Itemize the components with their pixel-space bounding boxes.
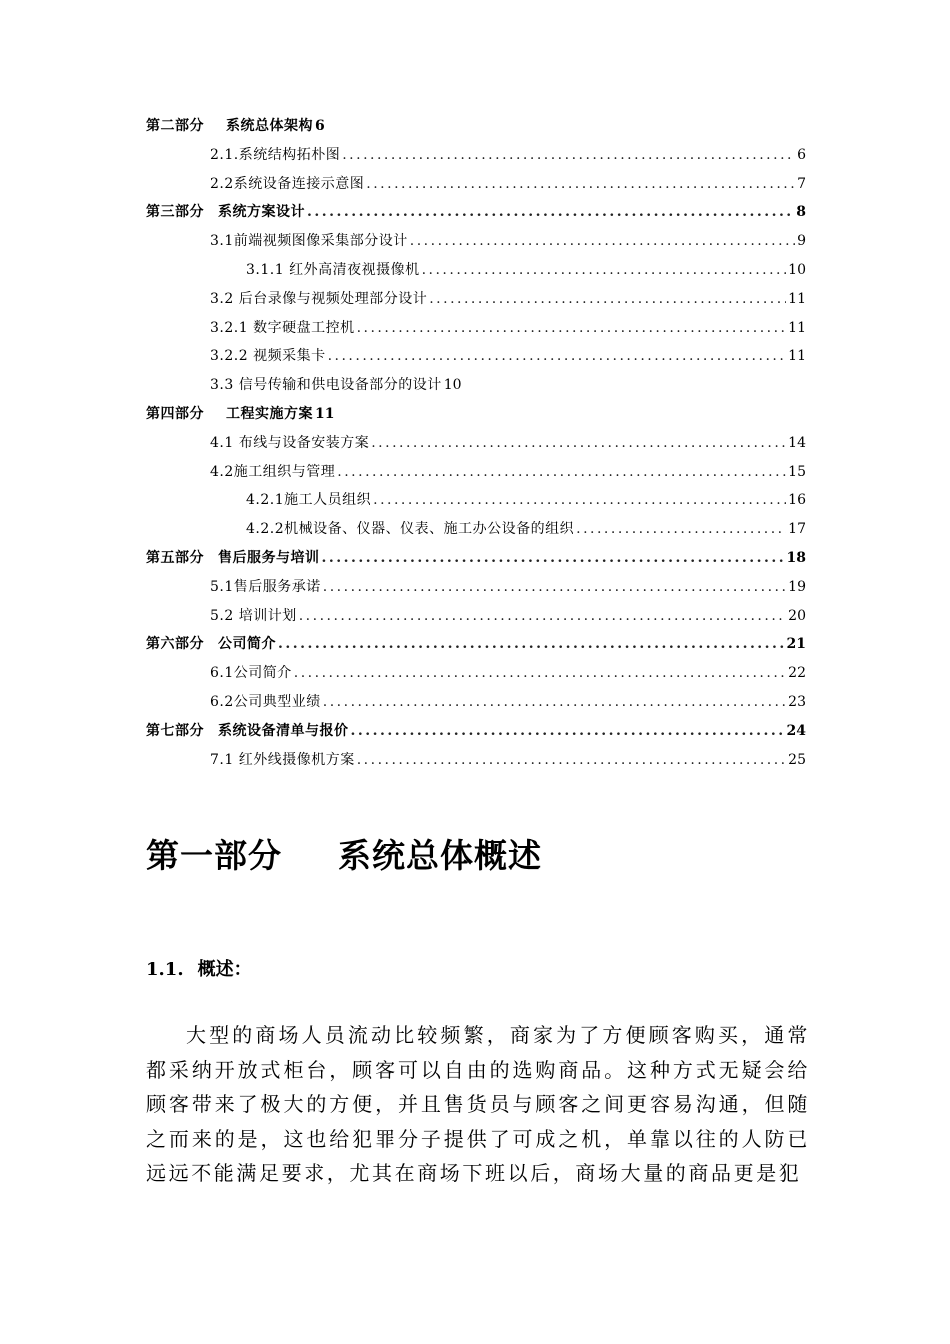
toc-entry-label: 3.2 后台录像与视频处理部分设计 (210, 290, 428, 307)
toc-page-number: 22 (788, 665, 806, 682)
toc-entry-label: 6.1公司简介 (210, 665, 292, 682)
toc-entry-subtitle: 公司简介 (218, 636, 276, 653)
toc-leader-dots (371, 429, 786, 458)
toc-entry-subtitle: 系统总体架构 (226, 118, 313, 134)
toc-entry[interactable] (146, 227, 806, 256)
toc-entry-label: 4.2施工组织与管理 (210, 463, 336, 480)
toc-entry-title (210, 602, 297, 631)
toc-entry-title (210, 458, 335, 487)
toc-entry-title (146, 630, 276, 659)
toc-entry-label: 第四部分 (146, 405, 204, 422)
toc-leader-dots (294, 659, 786, 688)
toc-entry-label: 第三部分 (146, 204, 204, 221)
toc-entry-title (210, 746, 355, 775)
toc-entry[interactable] (146, 515, 806, 544)
toc-entry-label: 4.2.2机械设备、仪器、仪表、施工办公设备的组织 (246, 521, 575, 538)
toc-page-number: 6 (797, 146, 806, 163)
toc-entry-label: 7.1 红外线摄像机方案 (210, 751, 355, 768)
toc-entry-label: 5.1售后服务承诺 (210, 578, 321, 595)
toc-entry[interactable] (146, 486, 806, 515)
toc-leader-dots (307, 198, 794, 227)
toc-page-number: 6 (315, 118, 325, 134)
toc-entry[interactable] (146, 400, 806, 429)
toc-entry-label: 3.1.1 红外高清夜视摄像机 (246, 261, 420, 278)
toc-entry-title (210, 227, 408, 256)
toc-page-number: 16 (788, 492, 806, 509)
toc-entry[interactable] (146, 371, 806, 400)
toc-entry-title (246, 256, 420, 285)
toc-leader-dots (278, 630, 785, 659)
toc-entry-label: 3.2.2 视频采集卡 (210, 348, 326, 365)
toc-entry-title (210, 688, 321, 717)
toc-entry-title (210, 314, 355, 343)
toc-entry-subtitle: 系统设备清单与报价 (218, 722, 349, 739)
toc-leader-dots (366, 170, 795, 199)
toc-leader-dots (337, 458, 786, 487)
toc-entry[interactable] (146, 688, 806, 717)
toc-leader-dots (328, 342, 787, 371)
toc-entry-subtitle: 工程实施方案 (226, 405, 313, 422)
toc-entry[interactable] (146, 285, 806, 314)
toc-page-number: 11 (788, 319, 806, 336)
toc-entry-label: 2.2系统设备连接示意图 (210, 175, 365, 192)
toc-entry[interactable] (146, 746, 806, 775)
toc-entry-title (210, 429, 369, 458)
toc-entry-title (246, 515, 574, 544)
toc-leader-dots (342, 141, 795, 170)
toc-entry-label: 第五部分 (146, 549, 204, 566)
toc-entry-label: 4.1 布线与设备安装方案 (210, 434, 370, 451)
toc-page-number: 19 (788, 578, 806, 595)
toc-entry-label: 第二部分 (146, 118, 204, 134)
toc-entry[interactable] (146, 458, 806, 487)
toc-page-number: 25 (788, 751, 806, 768)
toc-leader-dots (357, 746, 786, 775)
section-heading (146, 955, 252, 981)
toc-entry-title (210, 285, 427, 314)
toc-page-number: 20 (788, 607, 806, 624)
toc-leader-dots (299, 602, 786, 631)
toc-leader-dots (429, 285, 786, 314)
toc-entry-label: 6.2公司典型业绩 (210, 693, 321, 710)
toc-entry-title (210, 141, 340, 170)
toc-page-number: 14 (788, 434, 806, 451)
toc-entry-label: 第七部分 (146, 722, 204, 739)
toc-page-number: 8 (796, 204, 806, 221)
toc-entry-label: 5.2 培训计划 (210, 607, 297, 624)
toc-entry-label: 第六部分 (146, 636, 204, 653)
toc-page-number: 11 (788, 348, 806, 365)
toc-entry-label: 2.1.系统结构拓朴图 (210, 146, 341, 163)
table-of-contents (146, 112, 806, 774)
toc-leader-dots (422, 256, 787, 285)
toc-leader-dots (351, 717, 785, 746)
toc-entry-title (210, 342, 326, 371)
toc-page-number: 15 (788, 463, 806, 480)
toc-leader-dots (576, 515, 786, 544)
toc-leader-dots (410, 227, 795, 256)
toc-entry-title (210, 573, 321, 602)
toc-page-number: 7 (797, 175, 806, 192)
toc-entry[interactable] (146, 717, 806, 746)
toc-entry-label: 3.1前端视频图像采集部分设计 (210, 233, 408, 250)
section-number: 1.1. (146, 959, 184, 980)
toc-entry-subtitle: 售后服务与培训 (218, 549, 320, 566)
toc-entry-title (210, 659, 292, 688)
toc-leader-dots (323, 688, 786, 717)
toc-entry[interactable] (146, 429, 806, 458)
toc-entry[interactable] (146, 112, 806, 141)
toc-entry[interactable] (146, 573, 806, 602)
toc-entry-title (210, 371, 442, 400)
toc-entry[interactable] (146, 141, 806, 170)
toc-entry[interactable] (146, 198, 806, 227)
toc-entry-title (146, 717, 349, 746)
toc-page-number: 17 (788, 521, 806, 538)
toc-entry-title (146, 400, 313, 429)
toc-entry[interactable] (146, 544, 806, 573)
section-title: 概述： (197, 959, 252, 980)
toc-entry[interactable] (146, 170, 806, 199)
toc-entry-title (246, 486, 371, 515)
toc-page-number: 23 (788, 693, 806, 710)
toc-page-number: 24 (786, 722, 806, 739)
toc-page-number: 11 (788, 290, 806, 307)
toc-page-number: 21 (786, 636, 806, 653)
toc-page-number: 10 (443, 377, 462, 394)
toc-entry[interactable] (146, 630, 806, 659)
toc-entry-title (146, 198, 305, 227)
toc-page-number: 18 (786, 549, 806, 566)
toc-entry-label: 3.3 信号传输和供电设备部分的设计 (210, 377, 442, 394)
toc-entry-subtitle: 系统方案设计 (218, 204, 305, 221)
toc-page-number: 9 (797, 233, 806, 250)
toc-leader-dots (322, 544, 785, 573)
toc-leader-dots (357, 314, 787, 343)
chapter-number: 第一部分 (146, 836, 282, 875)
toc-entry-label: 3.2.1 数字硬盘工控机 (210, 319, 355, 336)
toc-entry-label: 4.2.1施工人员组织 (246, 492, 372, 509)
body-paragraph: 大型的商场人员流动比较频繁，商家为了方便顾客购买，通常都采纳开放式柜台，顾客可以自由的选购商品。这种方式无疑会给顾客带来了极大的方便，并且售货员与顾客之间更容易沟通，但随之而来的是，这也给犯罪分子提供了可成之机，单靠以往的人防已远远不能满足要求，尤其在商场下班以后，商场大量的商品更是犯 (146, 1023, 810, 1185)
toc-leader-dots (323, 573, 786, 602)
chapter-title: 系统总体概述 (338, 836, 542, 875)
toc-page-number: 10 (788, 261, 806, 278)
toc-entry[interactable] (146, 314, 806, 343)
toc-entry[interactable] (146, 602, 806, 631)
chapter-heading (146, 830, 542, 877)
toc-entry-title (146, 112, 313, 141)
toc-entry-title (210, 170, 364, 199)
toc-entry[interactable] (146, 659, 806, 688)
toc-entry[interactable] (146, 256, 806, 285)
toc-entry-title (146, 544, 320, 573)
toc-leader-dots (373, 486, 786, 515)
toc-entry[interactable] (146, 342, 806, 371)
toc-page-number: 11 (315, 405, 335, 422)
